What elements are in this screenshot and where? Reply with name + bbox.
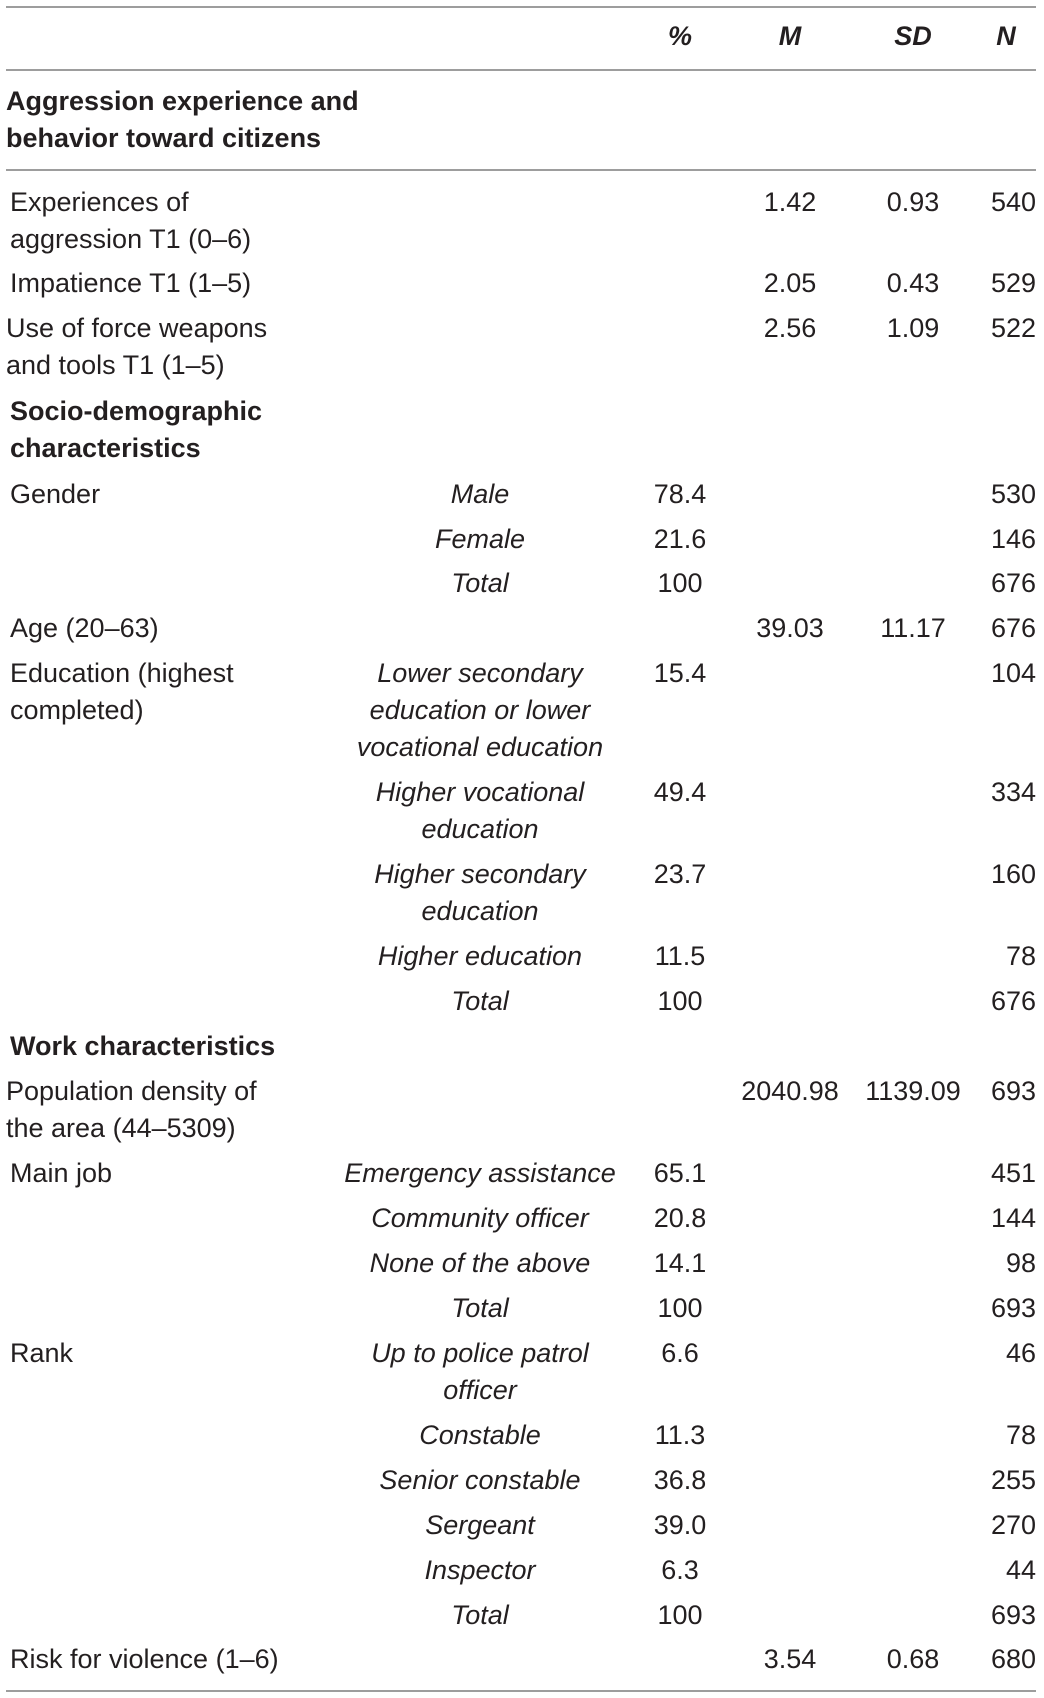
cell-category: Male xyxy=(450,479,510,509)
row-label: Risk for violence (1–6) xyxy=(10,1644,279,1674)
row-label: Age (20–63) xyxy=(10,613,159,643)
cell-sd: 0.93 xyxy=(886,187,940,217)
cell-sd: 0.43 xyxy=(886,268,940,298)
cell-pct: 20.8 xyxy=(653,1203,707,1233)
cell-category: Total xyxy=(451,568,509,598)
cell-category: education xyxy=(421,814,539,844)
row-label: Education (highest xyxy=(10,658,234,688)
row-label: Population density of xyxy=(6,1076,257,1106)
section-title-socio: characteristics xyxy=(10,433,201,463)
cell-m: 1.42 xyxy=(763,187,817,217)
cell-category: Sergeant xyxy=(425,1510,535,1540)
cell-sd: 1.09 xyxy=(886,313,940,343)
cell-n: 676 xyxy=(990,986,1036,1016)
row-label: Rank xyxy=(10,1338,74,1368)
cell-n: 255 xyxy=(990,1465,1036,1495)
cell-pct: 14.1 xyxy=(653,1248,707,1278)
cell-m: 2040.98 xyxy=(741,1076,839,1106)
cell-pct: 49.4 xyxy=(653,777,707,807)
cell-category: Constable xyxy=(419,1420,541,1450)
cell-n: 693 xyxy=(990,1293,1036,1323)
row-label: Experiences of xyxy=(10,187,189,217)
cell-category: Female xyxy=(434,524,526,554)
cell-n: 46 xyxy=(1005,1338,1036,1368)
cell-category: Higher education xyxy=(377,941,583,971)
cell-n: 451 xyxy=(990,1158,1036,1188)
row-label: Main job xyxy=(10,1158,113,1188)
cell-n: 104 xyxy=(990,658,1036,688)
section-title-socio: Socio-demographic xyxy=(10,396,263,426)
header-rule xyxy=(6,69,1036,71)
header-pct: % xyxy=(667,21,692,51)
cell-pct: 6.3 xyxy=(661,1555,699,1585)
cell-category: vocational education xyxy=(356,732,604,762)
cell-category: Community officer xyxy=(371,1203,589,1233)
table-bottom-rule xyxy=(6,1690,1036,1692)
header-m: M xyxy=(778,21,802,51)
cell-pct: 11.3 xyxy=(654,1420,706,1450)
cell-pct: 100 xyxy=(657,986,703,1016)
cell-category: Total xyxy=(451,1293,509,1323)
cell-n: 160 xyxy=(990,859,1036,889)
cell-n: 676 xyxy=(990,568,1036,598)
cell-category: Higher vocational xyxy=(375,777,585,807)
cell-pct: 78.4 xyxy=(653,479,707,509)
table-top-rule xyxy=(6,6,1036,8)
cell-sd: 0.68 xyxy=(886,1644,940,1674)
cell-category: Emergency assistance xyxy=(344,1158,616,1188)
cell-n: 78 xyxy=(1005,1420,1036,1450)
cell-category: Total xyxy=(451,986,509,1016)
cell-category: None of the above xyxy=(369,1248,591,1278)
cell-category: Lower secondary xyxy=(377,658,583,688)
cell-m: 39.03 xyxy=(756,613,824,643)
cell-category: education xyxy=(421,896,539,926)
section-title-aggression: Aggression experience and xyxy=(6,86,359,116)
cell-n: 540 xyxy=(990,187,1036,217)
section-title-work: Work characteristics xyxy=(10,1031,276,1061)
section-rule xyxy=(6,169,1036,171)
header-n: N xyxy=(996,21,1016,51)
cell-n: 44 xyxy=(1005,1555,1036,1585)
row-label: aggression T1 (0–6) xyxy=(10,224,252,254)
cell-pct: 65.1 xyxy=(653,1158,707,1188)
cell-category: Senior constable xyxy=(379,1465,581,1495)
cell-category: Higher secondary xyxy=(374,859,586,889)
cell-category: education or lower xyxy=(369,695,591,725)
cell-pct: 6.6 xyxy=(661,1338,699,1368)
cell-pct: 23.7 xyxy=(653,859,707,889)
row-label: the area (44–5309) xyxy=(6,1113,236,1143)
cell-n: 334 xyxy=(990,777,1036,807)
cell-pct: 15.4 xyxy=(653,658,707,688)
cell-n: 522 xyxy=(990,313,1036,343)
cell-n: 270 xyxy=(990,1510,1036,1540)
header-sd: SD xyxy=(894,21,932,51)
cell-n: 680 xyxy=(990,1644,1036,1674)
cell-pct: 100 xyxy=(657,1293,703,1323)
cell-sd: 11.17 xyxy=(880,613,946,643)
cell-n: 146 xyxy=(990,524,1036,554)
row-label: Use of force weapons xyxy=(6,313,268,343)
cell-n: 144 xyxy=(990,1203,1036,1233)
cell-pct: 39.0 xyxy=(653,1510,707,1540)
cell-pct: 100 xyxy=(657,568,703,598)
row-label: Impatience T1 (1–5) xyxy=(10,268,252,298)
cell-m: 3.54 xyxy=(763,1644,817,1674)
cell-category: officer xyxy=(443,1375,517,1405)
cell-pct: 11.5 xyxy=(654,941,706,971)
cell-n: 693 xyxy=(990,1600,1036,1630)
cell-pct: 21.6 xyxy=(653,524,707,554)
cell-m: 2.56 xyxy=(763,313,817,343)
row-label: and tools T1 (1–5) xyxy=(6,350,225,380)
cell-pct: 100 xyxy=(657,1600,703,1630)
cell-category: Total xyxy=(451,1600,509,1630)
cell-m: 2.05 xyxy=(763,268,817,298)
cell-category: Inspector xyxy=(424,1555,536,1585)
row-label: Gender xyxy=(10,479,101,509)
cell-n: 530 xyxy=(990,479,1036,509)
cell-n: 676 xyxy=(990,613,1036,643)
row-label: completed) xyxy=(10,695,144,725)
cell-sd: 1139.09 xyxy=(865,1076,961,1106)
cell-category: Up to police patrol xyxy=(371,1338,589,1368)
section-title-aggression: behavior toward citizens xyxy=(6,123,322,153)
cell-pct: 36.8 xyxy=(653,1465,707,1495)
cell-n: 78 xyxy=(1005,941,1036,971)
cell-n: 98 xyxy=(1005,1248,1036,1278)
cell-n: 693 xyxy=(990,1076,1036,1106)
cell-n: 529 xyxy=(990,268,1036,298)
